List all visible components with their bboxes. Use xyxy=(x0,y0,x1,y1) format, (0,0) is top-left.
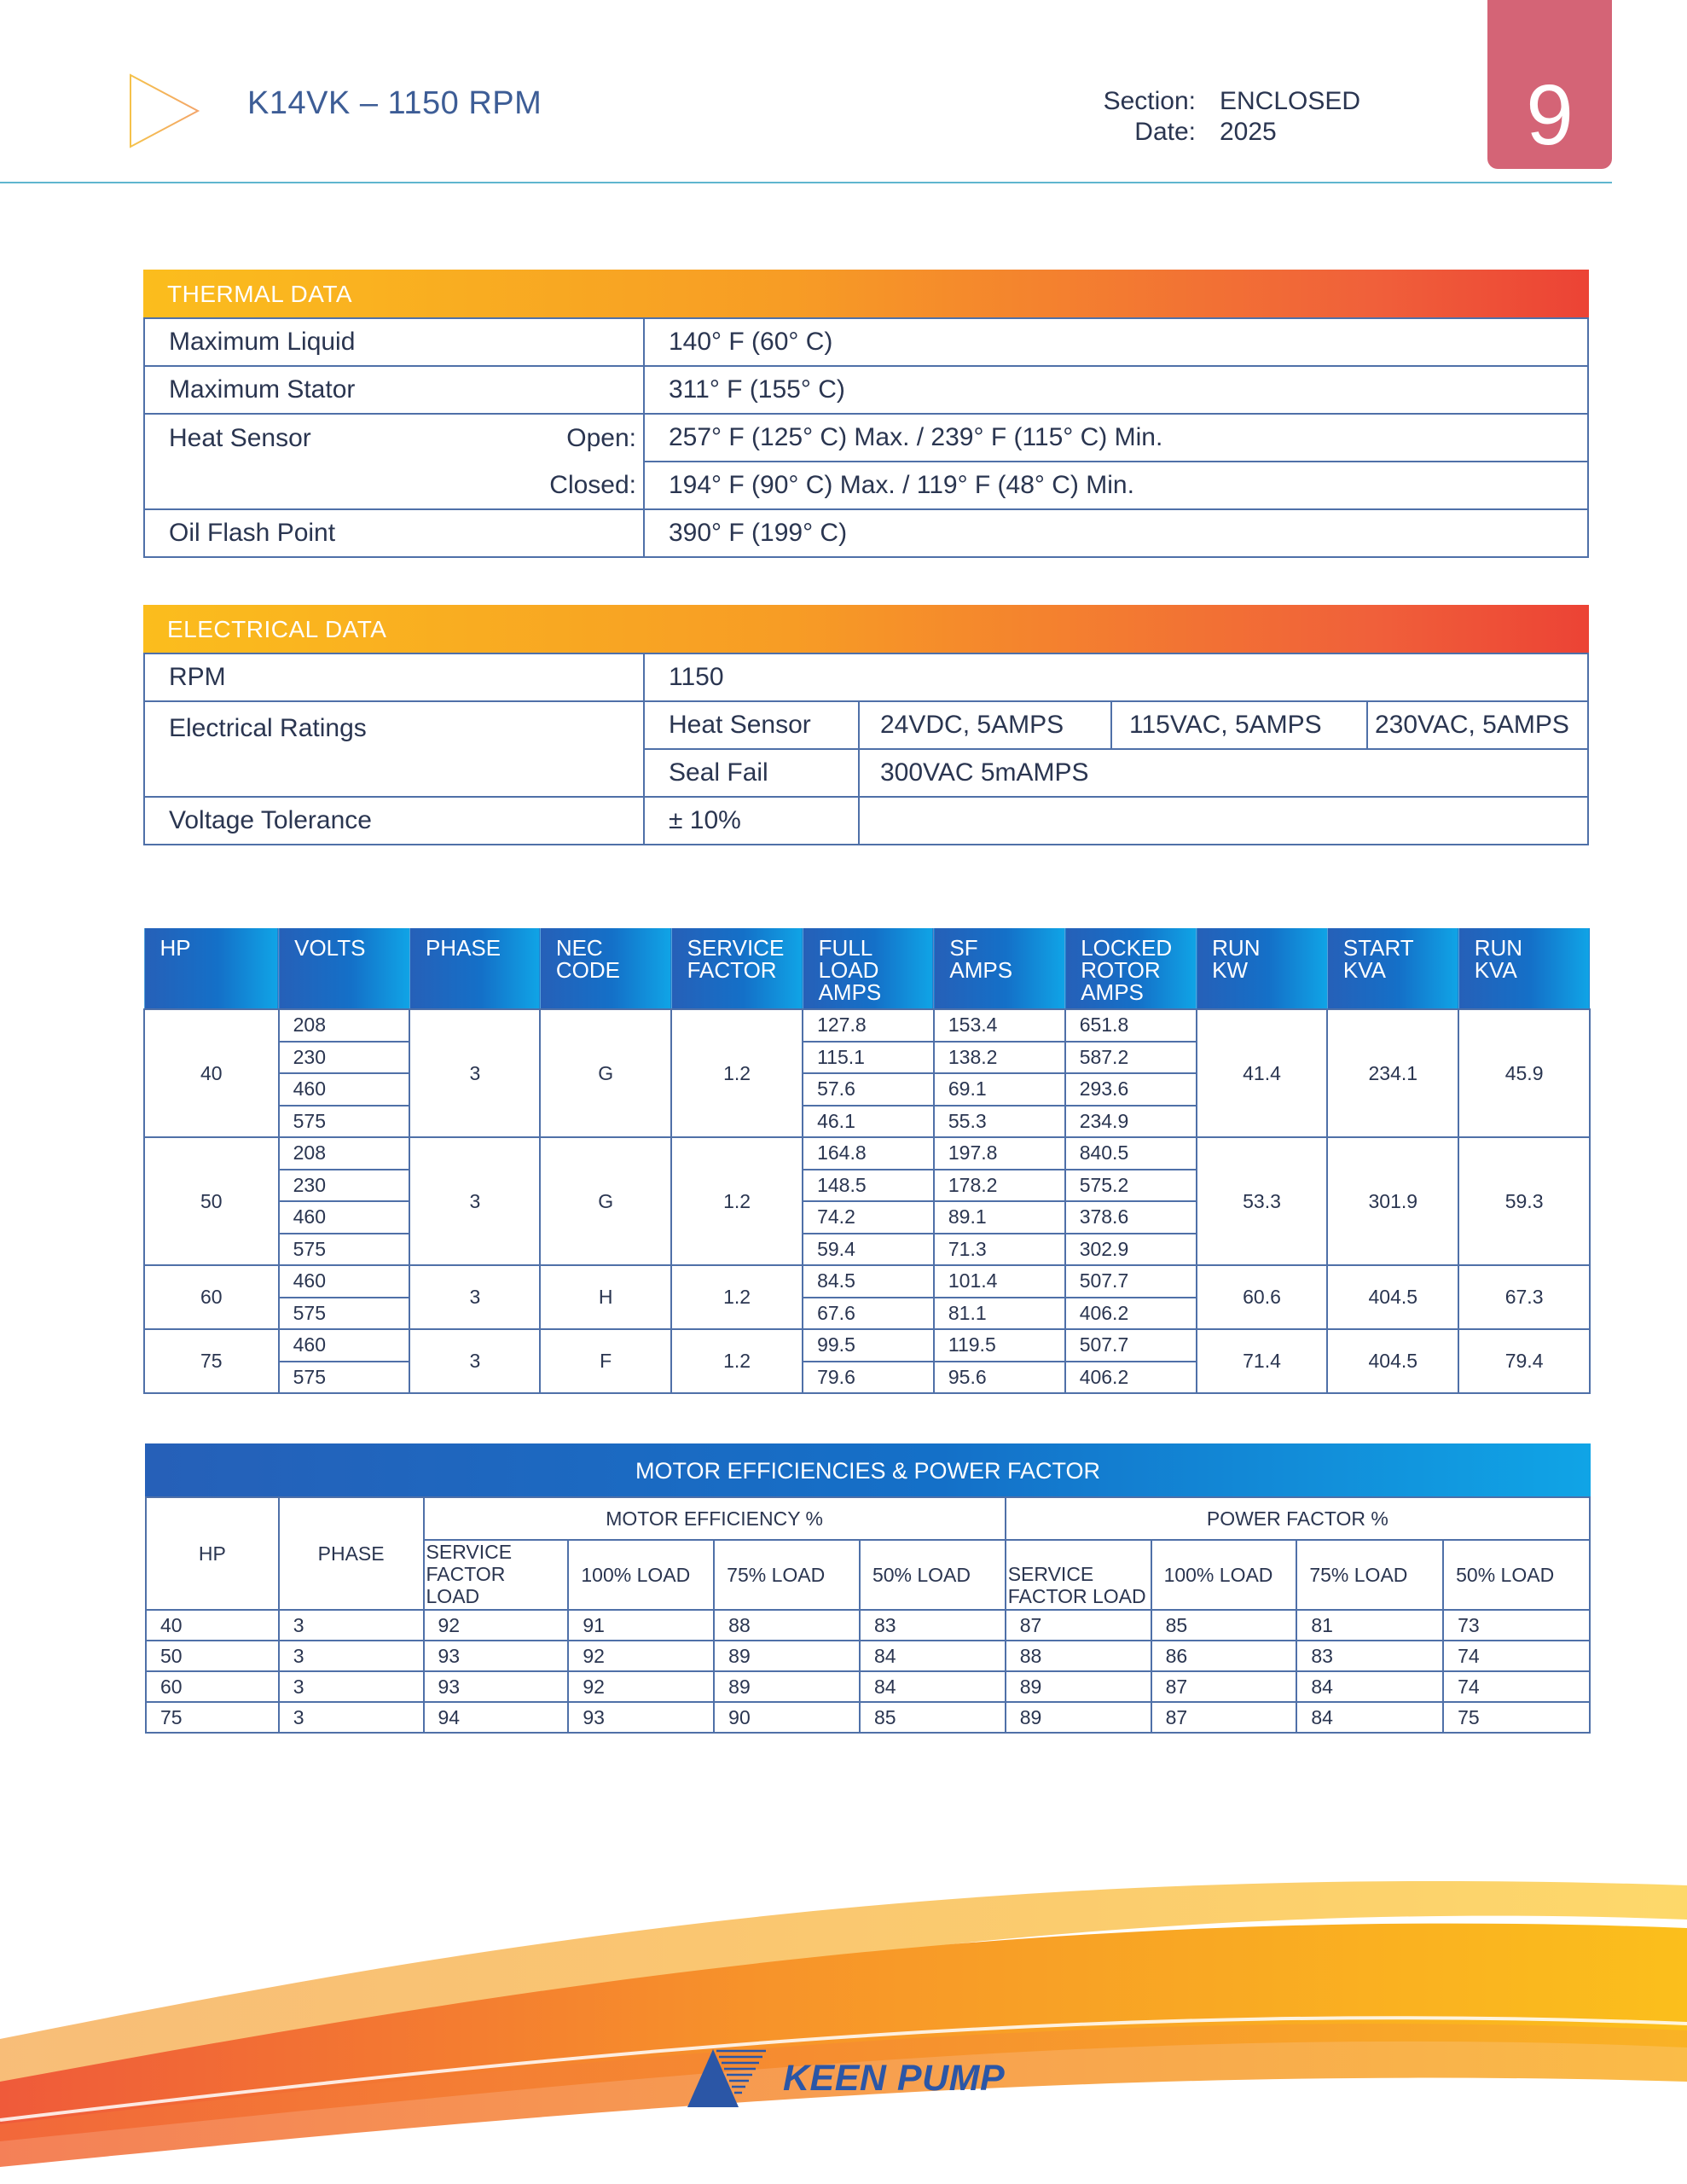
table-row xyxy=(144,1009,1590,1042)
eff-cell: 93 xyxy=(424,1641,569,1671)
volts-cell: 575 xyxy=(279,1362,410,1394)
voltage-tolerance-value: ± 10% xyxy=(644,797,859,845)
hp-cell: 75 xyxy=(146,1702,279,1733)
run-kw-cell: 71.4 xyxy=(1197,1329,1328,1393)
lra-cell: 507.7 xyxy=(1065,1329,1197,1362)
sfa-cell: 89.1 xyxy=(934,1201,1065,1234)
table-row xyxy=(146,1702,1590,1733)
sfa-cell: 71.3 xyxy=(934,1234,1065,1266)
fla-cell: 99.5 xyxy=(803,1329,934,1362)
pf-cell: 83 xyxy=(1296,1641,1443,1671)
rpm-label: RPM xyxy=(144,653,644,701)
table-row xyxy=(146,1641,1590,1671)
sfa-cell: 69.1 xyxy=(934,1073,1065,1106)
pf-cell: 73 xyxy=(1443,1610,1590,1641)
pf-cell: 74 xyxy=(1443,1641,1590,1671)
fla-cell: 74.2 xyxy=(803,1201,934,1234)
heat-sensor-rating-24vdc: 24VDC, 5AMPS xyxy=(859,701,1111,749)
nec-cell: F xyxy=(540,1329,671,1393)
pf-cell: 85 xyxy=(1151,1610,1297,1641)
pf-cell: 74 xyxy=(1443,1671,1590,1702)
rpm-value: 1150 xyxy=(644,653,1588,701)
fla-cell: 67.6 xyxy=(803,1298,934,1330)
fla-cell: 84.5 xyxy=(803,1265,934,1298)
date-value: 2025 xyxy=(1220,118,1277,146)
phase-cell: 3 xyxy=(279,1610,424,1641)
pf-col-75-load: 75% LOAD xyxy=(1296,1540,1443,1610)
hp-cell: 60 xyxy=(146,1671,279,1702)
table-row xyxy=(144,653,1588,701)
eff-cell: 89 xyxy=(714,1641,860,1671)
volts-cell: 208 xyxy=(279,1137,410,1170)
col-phase: PHASE xyxy=(409,928,540,1009)
lra-cell: 406.2 xyxy=(1065,1362,1197,1394)
page-number-tab: 9 xyxy=(1487,0,1612,169)
table-row xyxy=(144,797,1588,845)
table-row xyxy=(144,366,1588,414)
run-kva-cell: 45.9 xyxy=(1458,1009,1590,1137)
fla-cell: 127.8 xyxy=(803,1009,934,1042)
pf-cell: 86 xyxy=(1151,1641,1297,1671)
efficiency-table xyxy=(145,1496,1591,1734)
closed-value: 194° F (90° C) Max. / 119° F (48° C) Min. xyxy=(644,462,1588,509)
col-run-kw: RUN KW xyxy=(1197,928,1328,1009)
thermal-data-table xyxy=(143,317,1589,558)
start-kva-cell: 234.1 xyxy=(1327,1009,1458,1137)
brand-mark-icon xyxy=(128,73,200,149)
pf-cell: 87 xyxy=(1151,1671,1297,1702)
sfa-cell: 101.4 xyxy=(934,1265,1065,1298)
motor-efficiency-group: MOTOR EFFICIENCY % xyxy=(424,1497,1006,1540)
eff-col-75-load: 75% LOAD xyxy=(714,1540,860,1610)
table-row xyxy=(144,701,1588,749)
eff-cell: 83 xyxy=(860,1610,1006,1641)
date-label: Date: xyxy=(1134,118,1196,146)
lra-cell: 587.2 xyxy=(1065,1042,1197,1074)
footer-swoosh-graphic xyxy=(0,1826,1687,2184)
eff-cell: 85 xyxy=(860,1702,1006,1733)
sfa-cell: 95.6 xyxy=(934,1362,1065,1394)
thermal-data-heading: THERMAL DATA xyxy=(143,270,1589,317)
power-factor-group: POWER FACTOR % xyxy=(1006,1497,1590,1540)
table-row xyxy=(144,414,1588,462)
fla-cell: 79.6 xyxy=(803,1362,934,1394)
max-stator-value: 311° F (155° C) xyxy=(644,366,1588,414)
pf-cell: 84 xyxy=(1296,1702,1443,1733)
section-label: Section: xyxy=(1103,87,1196,115)
eff-cell: 90 xyxy=(714,1702,860,1733)
phase-cell: 3 xyxy=(409,1329,540,1393)
phase-cell: 3 xyxy=(279,1671,424,1702)
sfa-cell: 153.4 xyxy=(934,1009,1065,1042)
eff-cell: 84 xyxy=(860,1671,1006,1702)
eff-cell: 92 xyxy=(424,1610,569,1641)
pf-cell: 88 xyxy=(1006,1641,1151,1671)
eff-cell: 93 xyxy=(568,1702,714,1733)
lra-cell: 378.6 xyxy=(1065,1201,1197,1234)
phase-cell: 3 xyxy=(409,1137,540,1265)
table-header-row xyxy=(146,1497,1590,1540)
fla-cell: 115.1 xyxy=(803,1042,934,1074)
table-row xyxy=(144,1265,1590,1298)
max-liquid-value: 140° F (60° C) xyxy=(644,318,1588,366)
efficiency-heading: MOTOR EFFICIENCIES & POWER FACTOR xyxy=(145,1443,1591,1496)
eff-cell: 93 xyxy=(424,1671,569,1702)
pf-col-service-factor-load: SERVICE FACTOR LOAD xyxy=(1006,1540,1151,1610)
hp-cell: 50 xyxy=(146,1641,279,1671)
hp-cell: 50 xyxy=(144,1137,279,1265)
sfa-cell: 138.2 xyxy=(934,1042,1065,1074)
pf-cell: 89 xyxy=(1006,1702,1151,1733)
run-kw-cell: 41.4 xyxy=(1197,1009,1328,1137)
table-row xyxy=(146,1671,1590,1702)
nec-cell: G xyxy=(540,1137,671,1265)
volts-cell: 460 xyxy=(279,1265,410,1298)
heat-sensor-label: Heat Sensor xyxy=(169,423,311,452)
col-full-load-amps: FULL LOAD AMPS xyxy=(803,928,934,1009)
fla-cell: 59.4 xyxy=(803,1234,934,1266)
pf-cell: 87 xyxy=(1006,1610,1151,1641)
sfa-cell: 178.2 xyxy=(934,1170,1065,1202)
col-start-kva: START KVA xyxy=(1327,928,1458,1009)
nec-cell: H xyxy=(540,1265,671,1329)
max-stator-label: Maximum Stator xyxy=(144,366,644,414)
document-title: K14VK – 1150 RPM xyxy=(247,85,542,121)
eff-cell: 92 xyxy=(568,1641,714,1671)
eff-col-100-load: 100% LOAD xyxy=(568,1540,714,1610)
col-sf-amps: SF AMPS xyxy=(934,928,1065,1009)
start-kva-cell: 404.5 xyxy=(1327,1265,1458,1329)
seal-fail-value: 300VAC 5mAMPS xyxy=(859,749,1588,797)
eff-cell: 89 xyxy=(714,1671,860,1702)
heat-sensor-cell xyxy=(144,414,644,462)
eff-cell: 94 xyxy=(424,1702,569,1733)
run-kva-cell: 79.4 xyxy=(1458,1329,1590,1393)
sf-cell: 1.2 xyxy=(671,1009,803,1137)
eff-col-phase: PHASE xyxy=(279,1497,424,1610)
electrical-data-table xyxy=(143,653,1589,845)
eff-col-50-load: 50% LOAD xyxy=(860,1540,1006,1610)
col-nec-code: NEC CODE xyxy=(540,928,671,1009)
heat-sensor-rating-label: Heat Sensor xyxy=(644,701,859,749)
keen-pump-logo-icon xyxy=(687,2048,768,2109)
section-value: ENCLOSED xyxy=(1220,87,1361,115)
eff-cell: 88 xyxy=(714,1610,860,1641)
pf-cell: 87 xyxy=(1151,1702,1297,1733)
lra-cell: 234.9 xyxy=(1065,1106,1197,1138)
pf-col-100-load: 100% LOAD xyxy=(1151,1540,1297,1610)
sfa-cell: 55.3 xyxy=(934,1106,1065,1138)
start-kva-cell: 301.9 xyxy=(1327,1137,1458,1265)
closed-label: Closed: xyxy=(144,462,644,509)
table-header-row xyxy=(144,928,1590,1009)
phase-cell: 3 xyxy=(279,1641,424,1671)
col-hp: HP xyxy=(144,928,279,1009)
lra-cell: 651.8 xyxy=(1065,1009,1197,1042)
hp-cell: 40 xyxy=(146,1610,279,1641)
pf-cell: 75 xyxy=(1443,1702,1590,1733)
open-label: Open: xyxy=(566,423,636,452)
volts-cell: 575 xyxy=(279,1298,410,1330)
col-run-kva: RUN KVA xyxy=(1458,928,1590,1009)
lra-cell: 406.2 xyxy=(1065,1298,1197,1330)
voltage-tolerance-label: Voltage Tolerance xyxy=(144,797,644,845)
start-kva-cell: 404.5 xyxy=(1327,1329,1458,1393)
table-row xyxy=(144,318,1588,366)
sf-cell: 1.2 xyxy=(671,1137,803,1265)
heat-sensor-rating-230vac: 230VAC, 5AMPS xyxy=(1367,701,1588,749)
empty-cell xyxy=(859,797,1588,845)
heat-sensor-rating-115vac: 115VAC, 5AMPS xyxy=(1111,701,1367,749)
open-value: 257° F (125° C) Max. / 239° F (115° C) Min. xyxy=(644,414,1588,462)
volts-cell: 460 xyxy=(279,1201,410,1234)
pf-cell: 84 xyxy=(1296,1671,1443,1702)
table-row xyxy=(146,1610,1590,1641)
hp-cell: 60 xyxy=(144,1265,279,1329)
lra-cell: 302.9 xyxy=(1065,1234,1197,1266)
volts-cell: 575 xyxy=(279,1234,410,1266)
volts-cell: 230 xyxy=(279,1042,410,1074)
col-volts: VOLTS xyxy=(279,928,410,1009)
phase-cell: 3 xyxy=(409,1265,540,1329)
col-service-factor: SERVICE FACTOR xyxy=(671,928,803,1009)
fla-cell: 164.8 xyxy=(803,1137,934,1170)
oil-flash-value: 390° F (199° C) xyxy=(644,509,1588,557)
phase-cell: 3 xyxy=(409,1009,540,1137)
nec-cell: G xyxy=(540,1009,671,1137)
eff-col-hp: HP xyxy=(146,1497,279,1610)
fla-cell: 46.1 xyxy=(803,1106,934,1138)
sfa-cell: 81.1 xyxy=(934,1298,1065,1330)
lra-cell: 507.7 xyxy=(1065,1265,1197,1298)
max-liquid-label: Maximum Liquid xyxy=(144,318,644,366)
brand-name: KEEN PUMP xyxy=(783,2058,1006,2099)
run-kva-cell: 59.3 xyxy=(1458,1137,1590,1265)
electrical-data-heading: ELECTRICAL DATA xyxy=(143,605,1589,653)
eff-cell: 91 xyxy=(568,1610,714,1641)
pf-col-50-load: 50% LOAD xyxy=(1443,1540,1590,1610)
volts-cell: 230 xyxy=(279,1170,410,1202)
seal-fail-label: Seal Fail xyxy=(644,749,859,797)
volts-cell: 208 xyxy=(279,1009,410,1042)
sfa-cell: 119.5 xyxy=(934,1329,1065,1362)
run-kw-cell: 60.6 xyxy=(1197,1265,1328,1329)
pf-cell: 89 xyxy=(1006,1671,1151,1702)
oil-flash-label: Oil Flash Point xyxy=(144,509,644,557)
volts-cell: 575 xyxy=(279,1106,410,1138)
run-kw-cell: 53.3 xyxy=(1197,1137,1328,1265)
sfa-cell: 197.8 xyxy=(934,1137,1065,1170)
table-row xyxy=(144,462,1588,509)
fla-cell: 148.5 xyxy=(803,1170,934,1202)
motor-data-table xyxy=(143,928,1591,1394)
table-row xyxy=(144,509,1588,557)
lra-cell: 575.2 xyxy=(1065,1170,1197,1202)
sf-cell: 1.2 xyxy=(671,1329,803,1393)
eff-col-service-factor-load: SERVICE FACTOR LOAD xyxy=(424,1540,569,1610)
table-row xyxy=(144,1137,1590,1170)
fla-cell: 57.6 xyxy=(803,1073,934,1106)
eff-cell: 92 xyxy=(568,1671,714,1702)
pf-cell: 81 xyxy=(1296,1610,1443,1641)
header-divider xyxy=(0,182,1612,183)
electrical-ratings-label: Electrical Ratings xyxy=(144,701,644,797)
lra-cell: 840.5 xyxy=(1065,1137,1197,1170)
hp-cell: 75 xyxy=(144,1329,279,1393)
col-locked-rotor-amps: LOCKED ROTOR AMPS xyxy=(1065,928,1197,1009)
sf-cell: 1.2 xyxy=(671,1265,803,1329)
table-row xyxy=(144,1329,1590,1362)
lra-cell: 293.6 xyxy=(1065,1073,1197,1106)
eff-cell: 84 xyxy=(860,1641,1006,1671)
volts-cell: 460 xyxy=(279,1329,410,1362)
phase-cell: 3 xyxy=(279,1702,424,1733)
run-kva-cell: 67.3 xyxy=(1458,1265,1590,1329)
volts-cell: 460 xyxy=(279,1073,410,1106)
hp-cell: 40 xyxy=(144,1009,279,1137)
